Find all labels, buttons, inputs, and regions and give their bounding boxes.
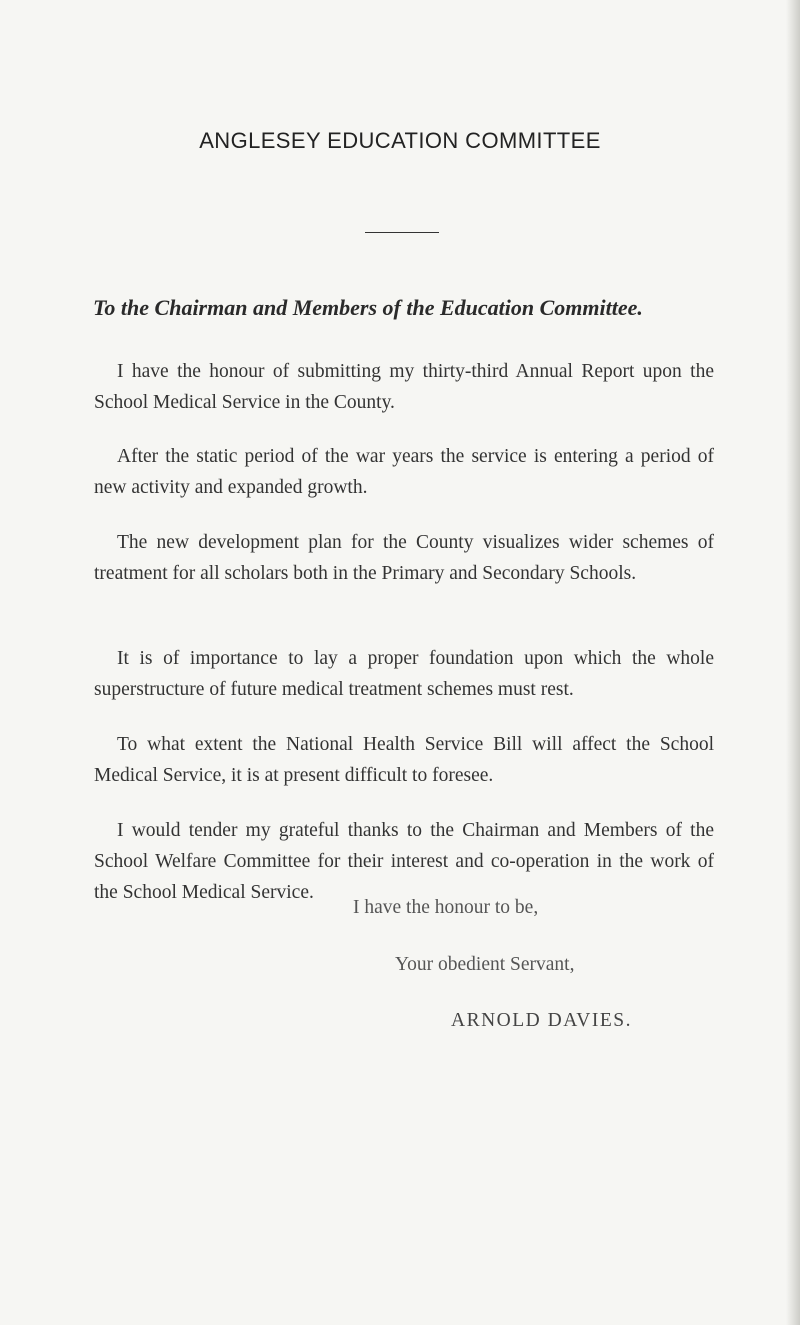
closing-line: Your obedient Servant, [395, 954, 575, 975]
signature: ARNOLD DAVIES. [451, 1010, 632, 1031]
heading-divider [365, 232, 439, 233]
body-paragraph: I have the honour of submitting my thirty-third Annual Report upon the School Medical Service in the County. [94, 361, 714, 413]
closing-line: I have the honour to be, [353, 897, 539, 918]
body-paragraph: The new development plan for the County visualizes wider schemes of treatment for all scholars both in the Primary and Secondary Schools. [94, 532, 714, 584]
body-paragraph: To what extent the National Health Service Bill will affect the School Medical Service, it is at present difficult to foresee. [94, 734, 714, 786]
body-paragraph: I would tender my grateful thanks to the Chairman and Members of the School Welfare Committee for their interest and co-operation in the work of the School Medical Service. [94, 820, 714, 903]
page-edge-shadow [786, 0, 800, 1325]
salutation: To the Chairman and Members of the Education Committee. [93, 295, 643, 320]
body-paragraph: It is of importance to lay a proper foundation upon which the whole superstructure of future medical treatment schemes must rest. [94, 648, 714, 700]
body-paragraph: After the static period of the war years the service is entering a period of new activity and expanded growth. [94, 446, 714, 498]
document-heading: ANGLESEY EDUCATION COMMITTEE [199, 128, 601, 153]
